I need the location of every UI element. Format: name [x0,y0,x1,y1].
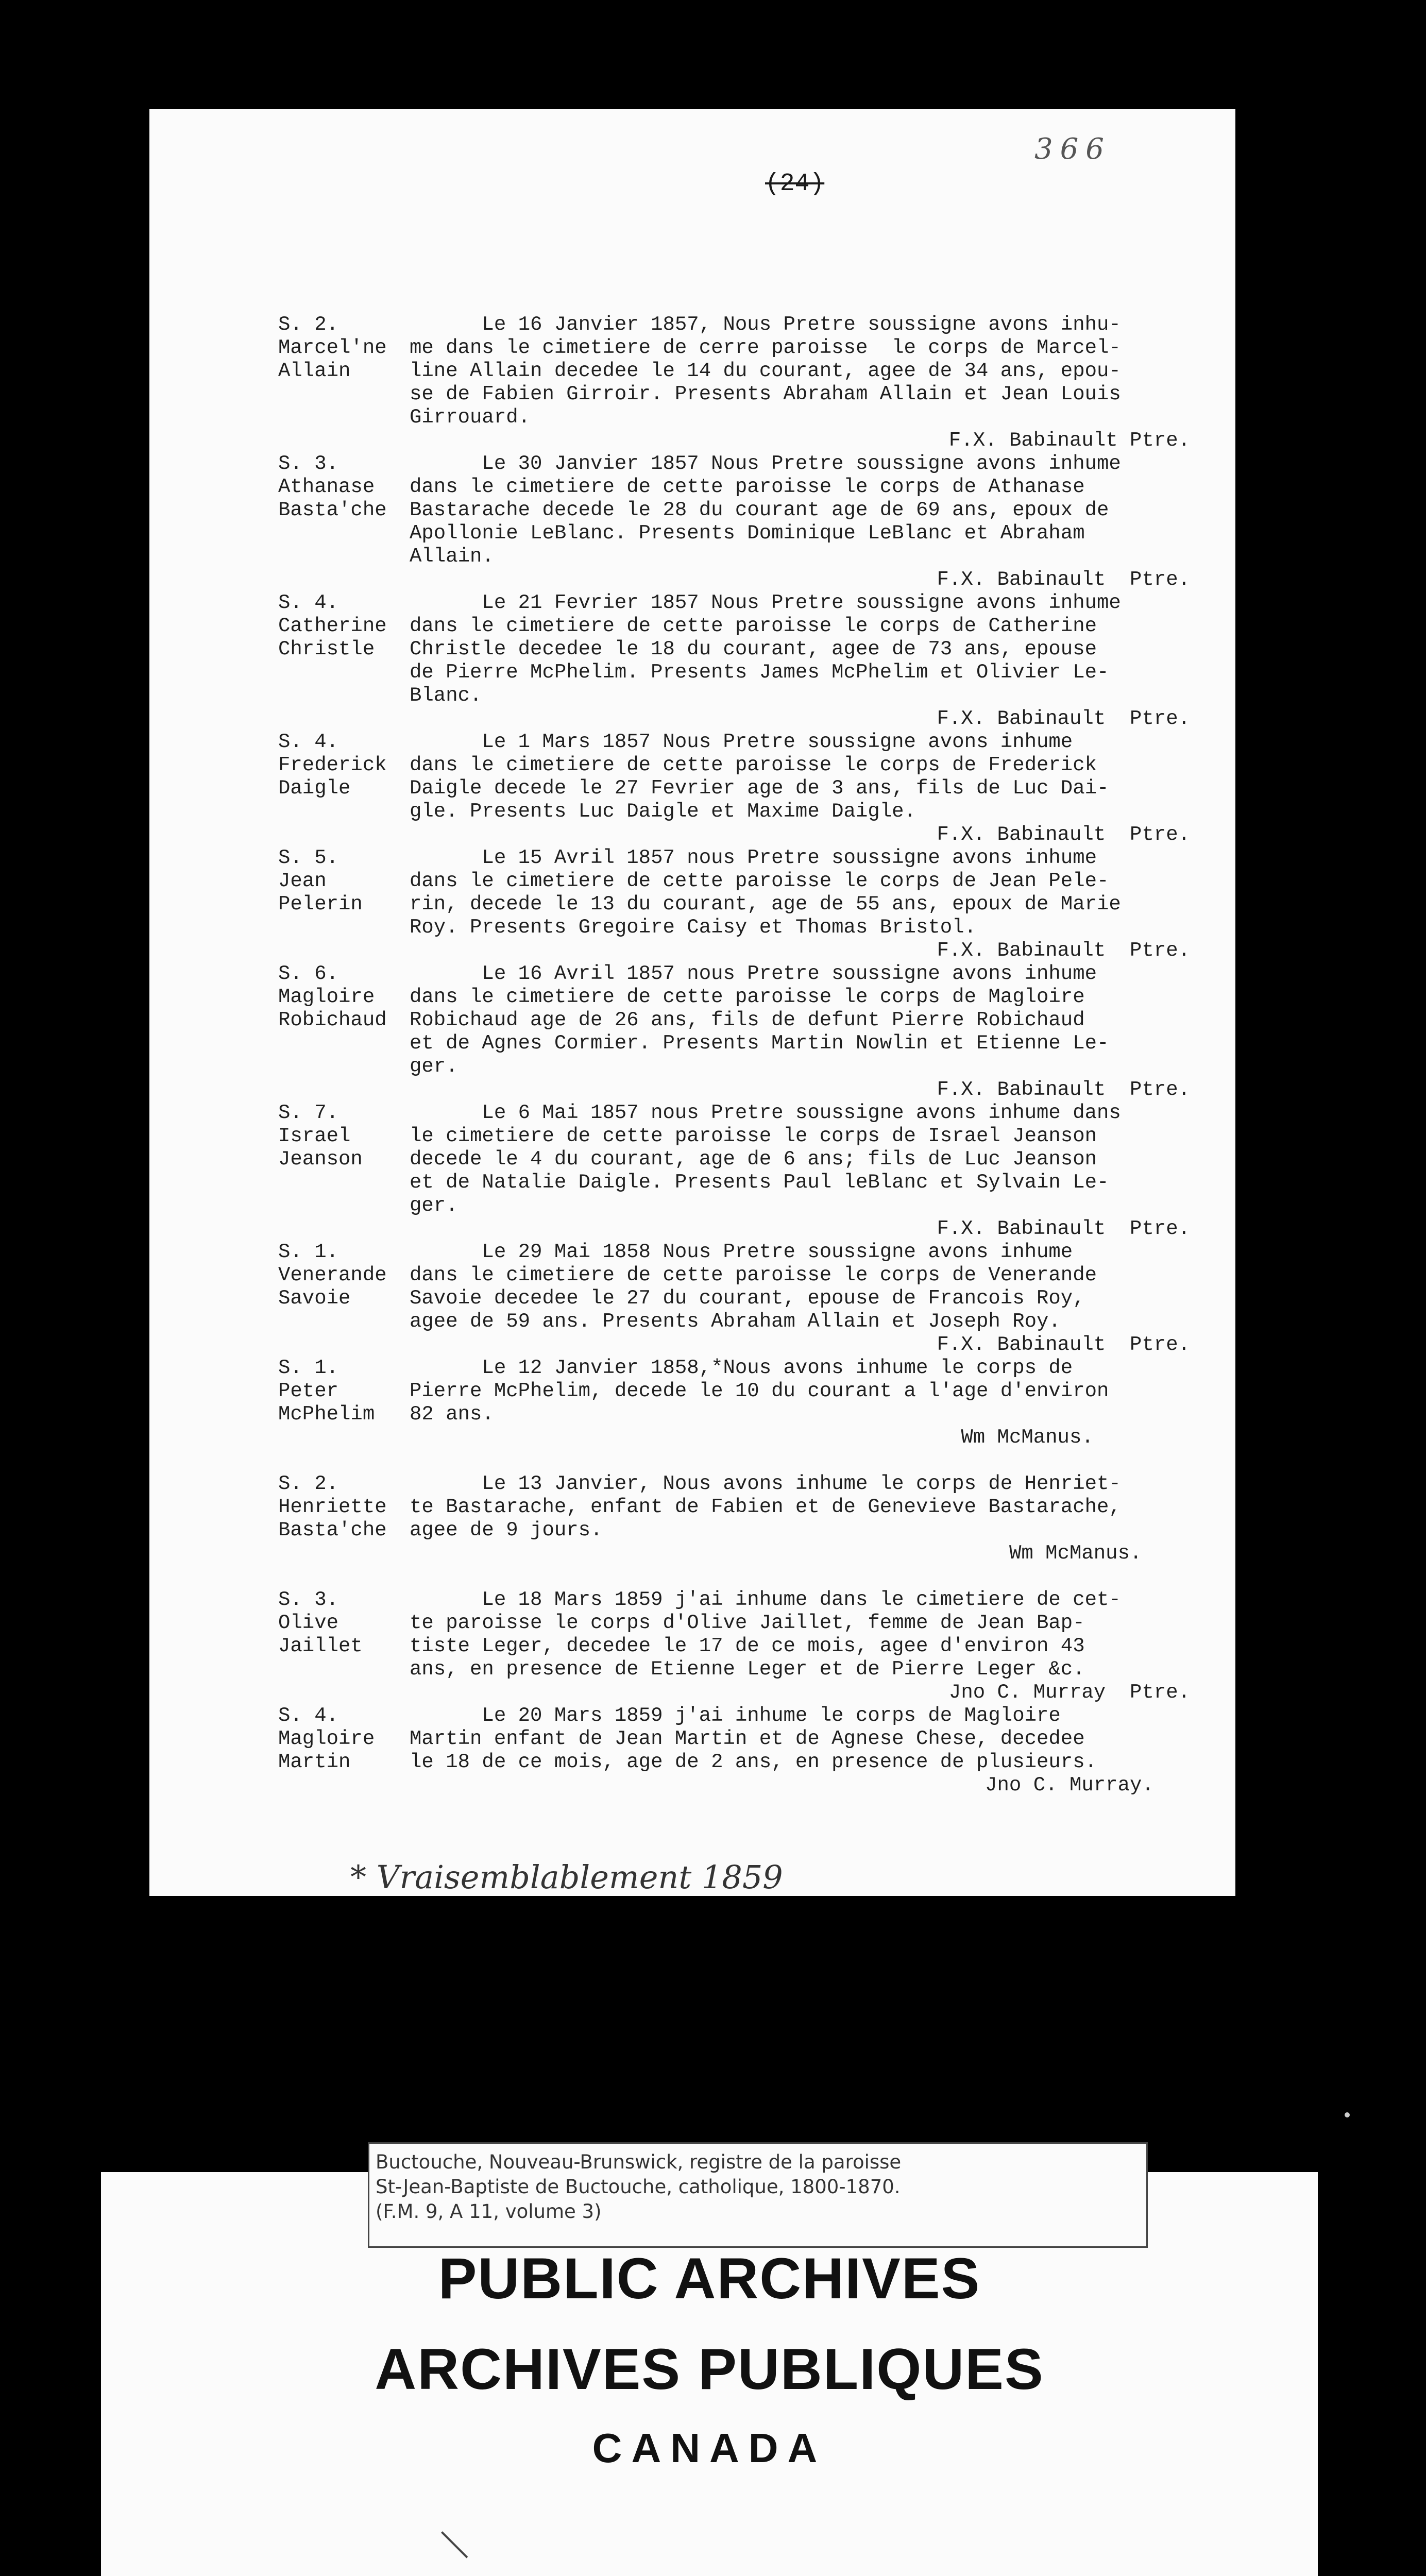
register-page [149,109,1235,1896]
entry-margin-label: S. 7. Israel Jeanson [278,1101,363,1171]
entry-text: Le 6 Mai 1857 nous Pretre soussigne avons inhume dans le cimetiere de cette paroisse le corps de Israel Jeanson decede le 4 du courant, age de 6 ans; fils de Luc Jeanson et de Natalie Daigle. Presents Paul leBlanc et Sylvain Le- ger. [410,1101,1121,1217]
entry-margin-label: S. 3. Olive Jaillet [278,1588,363,1657]
entry-margin-label: S. 4. Frederick Daigle [278,731,387,800]
entry-margin-label: S. 6. Magloire Robichaud [278,962,387,1031]
entry-text: Le 12 Janvier 1858,*Nous avons inhume le corps de Pierre McPhelim, decede le 10 du courant a l'age d'environ 82 ans. [410,1357,1109,1426]
entry-margin-label: S. 3. Athanase Basta'che [278,452,387,521]
archive-title-french: ARCHIVES PUBLIQUES [375,2337,1044,2401]
entry-signature: F.X. Babinault Ptre. [948,429,1190,452]
reference-text: Buctouche, Nouveau-Brunswick, registre de la paroisse St-Jean-Baptiste de Buctouche, catholique, 1800-1870. (F.M. 9, A 11, volume 3) [376,2151,902,2223]
handwritten-page-number: 366 [1034,132,1111,166]
entry-margin-label: S. 4. Magloire Martin [278,1704,375,1773]
entry-signature: F.X. Babinault Ptre. [937,823,1190,846]
entry-text: Le 16 Avril 1857 nous Pretre soussigne avons inhume dans le cimetiere de cette paroisse le corps de Magloire Robichaud age de 26 ans, fils de defunt Pierre Robichaud et de Agnes Cormier. Presents Martin Nowlin et Etienne Le- ger. [410,962,1109,1078]
entry-signature: F.X. Babinault Ptre. [937,1078,1190,1101]
entry-text: Le 30 Janvier 1857 Nous Pretre soussigne avons inhume dans le cimetiere de cette paroisse le corps de Athanase Bastarache decede le 28 du courant age de 69 ans, epoux de Apollonie LeBlanc. Presents Dominique LeBlanc et Abraham Allain. [410,452,1121,568]
entry-signature: Jno C. Murray. [985,1774,1190,1797]
entry-signature: Jno C. Murray Ptre. [948,1681,1190,1704]
entry-margin-label: S. 1. Venerande Savoie [278,1241,387,1310]
entry-text: Le 16 Janvier 1857, Nous Pretre soussigne avons inhu- me dans le cimetiere de cerre paroisse le corps de Marcel- line Allain decedee le 14 du courant, agee de 34 ans, epou- se de Fabien Girroir. Presents Abraham Allain et Jean Louis Girrouard. [410,313,1121,429]
speck [1345,2112,1350,2117]
entry-text: Le 15 Avril 1857 nous Pretre soussigne avons inhume dans le cimetiere de cette paroisse le corps de Jean Pele- rin, decede le 13 du courant, age de 55 ans, epoux de Marie Roy. Presents Gregoire Caisy et Thomas Bristol. [410,846,1121,939]
page-number: (24) [765,170,825,198]
entry-margin-label: S. 2. Henriette Basta'che [278,1472,387,1541]
reference-label [368,2142,1148,2248]
entry-margin-label: S. 2. Marcel'ne Allain [278,313,387,382]
entry-signature: F.X. Babinault Ptre. [937,939,1190,962]
entry-text: Le 29 Mai 1858 Nous Pretre soussigne avons inhume dans le cimetiere de cette paroisse le corps de Venerande Savoie decedee le 27 du courant, epouse de Francois Roy, agee de 59 ans. Presents Abraham Allain et Joseph Roy. [410,1241,1097,1333]
handwritten-note: * Vraisemblablement 1859 [350,1858,783,1896]
entry-margin-label: S. 4. Catherine Christle [278,591,387,660]
tick-mark [441,2506,494,2558]
entry-text: Le 20 Mars 1859 j'ai inhume le corps de Magloire Martin enfant de Jean Martin et de Agnese Chese, decedee le 18 de ce mois, age de 2 ans, en presence de plusieurs. [410,1704,1097,1773]
entry-signature: F.X. Babinault Ptre. [937,568,1190,591]
archive-country: CANADA [592,2425,827,2471]
entry-signature: Wm McManus. [961,1426,1190,1449]
entry-signature: F.X. Babinault Ptre. [937,707,1190,730]
entry-text: Le 1 Mars 1857 Nous Pretre soussigne avons inhume dans le cimetiere de cette paroisse le corps de Frederick Daigle decede le 27 Fevrier age de 3 ans, fils de Luc Dai- gle. Presents Luc Daigle et Maxime Daigle. [410,731,1109,823]
entry-signature: F.X. Babinault Ptre. [937,1333,1190,1356]
entry-margin-label: S. 5. Jean Pelerin [278,846,363,916]
entry-text: Le 21 Fevrier 1857 Nous Pretre soussigne avons inhume dans le cimetiere de cette paroisse le corps de Catherine Christle decedee le 18 du courant, agee de 73 ans, epouse de Pierre McPhelim. Presents James McPhelim et Olivier Le- Blanc. [410,591,1121,707]
archive-card [101,2151,1318,2576]
entry-signature: Wm McManus. [1009,1542,1190,1565]
entry-margin-label: S. 1. Peter McPhelim [278,1357,375,1426]
archive-title-english: PUBLIC ARCHIVES [438,2246,981,2311]
entry-text: Le 18 Mars 1859 j'ai inhume dans le cimetiere de cet- te paroisse le corps d'Olive Jaillet, femme de Jean Bap- tiste Leger, decedee le 17 de ce mois, agee d'environ 43 ans, en presence de Etienne Leger et de Pierre Leger &c. [410,1588,1121,1681]
entry-text: Le 13 Janvier, Nous avons inhume le corps de Henriet- te Bastarache, enfant de Fabien et de Genevieve Bastarache, agee de 9 jours. [410,1472,1121,1541]
entry-signature: F.X. Babinault Ptre. [937,1217,1190,1240]
